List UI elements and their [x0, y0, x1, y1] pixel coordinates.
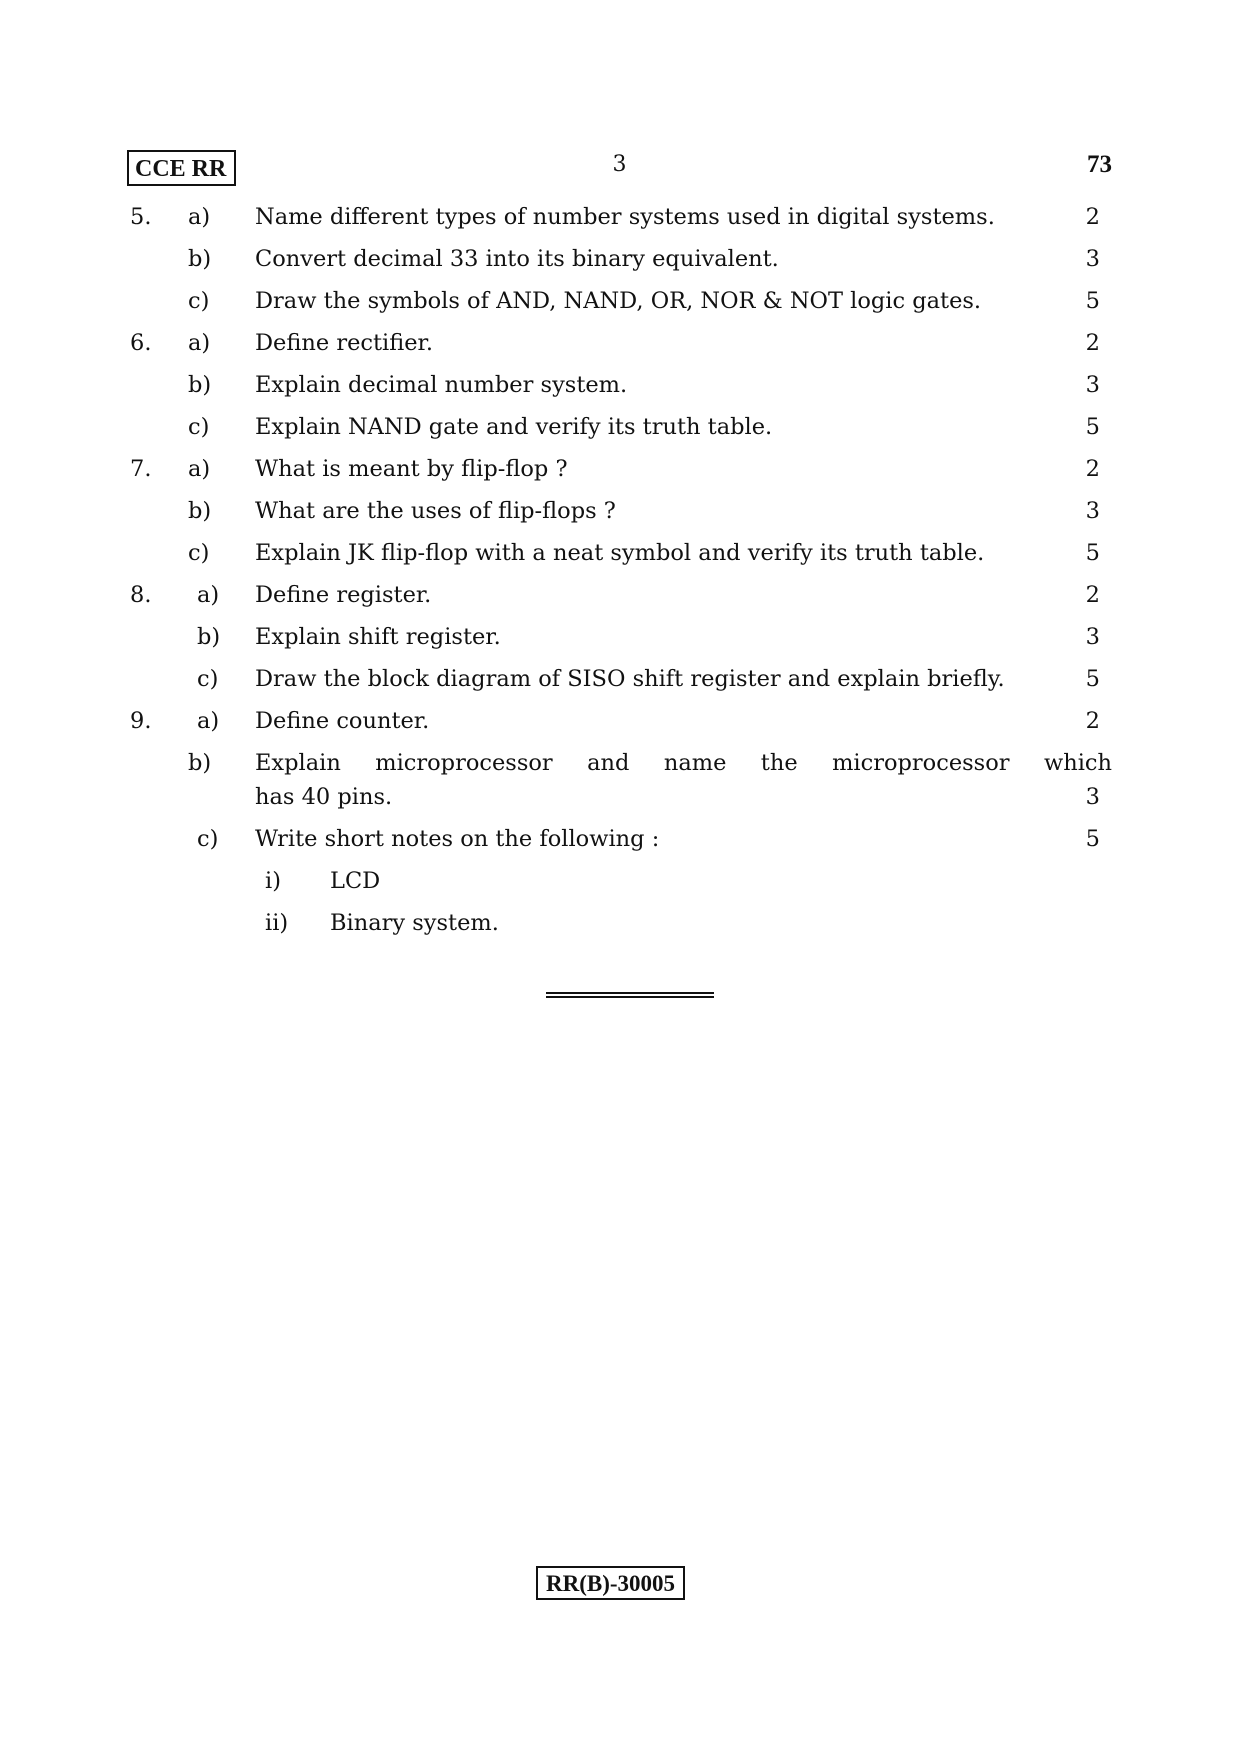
- footer-code-box: RR(B)-30005: [536, 1566, 685, 1600]
- question-row: [130, 196, 1112, 238]
- subpart-row: [130, 860, 1112, 902]
- question-number: 6.: [130, 330, 152, 356]
- question-text: Define counter.: [255, 708, 430, 734]
- question-row: [130, 532, 1112, 574]
- question-number: 5.: [130, 204, 152, 230]
- question-row: [130, 700, 1112, 742]
- marks: 3: [1085, 624, 1100, 650]
- page-number: 3: [612, 152, 627, 177]
- question-text: What are the uses of flip-flops ?: [255, 498, 616, 524]
- question-text: Define register.: [255, 582, 432, 608]
- marks: 5: [1085, 540, 1100, 566]
- marks: 5: [1085, 826, 1100, 852]
- page-header: [127, 150, 1112, 190]
- question-row: [130, 490, 1112, 532]
- paper-code: 73: [1087, 151, 1112, 178]
- part-label: c): [188, 540, 210, 566]
- marks: 3: [1085, 498, 1100, 524]
- course-code-box: CCE RR: [127, 150, 236, 186]
- question-text: Explain NAND gate and verify its truth table.: [255, 414, 773, 440]
- subpart-label: i): [265, 868, 281, 894]
- marks: 5: [1085, 414, 1100, 440]
- marks: 2: [1085, 204, 1100, 230]
- question-text: Explain JK flip-flop with a neat symbol and verify its truth table.: [255, 540, 985, 566]
- question-row: [130, 742, 1112, 818]
- subpart-row: [130, 902, 1112, 944]
- question-row: [130, 658, 1112, 700]
- marks: 5: [1085, 666, 1100, 692]
- part-label: b): [188, 246, 212, 272]
- question-number: 9.: [130, 708, 152, 734]
- subpart-label: ii): [265, 910, 289, 936]
- marks: 2: [1085, 456, 1100, 482]
- question-text: Explain shift register.: [255, 624, 501, 650]
- part-label: c): [197, 666, 219, 692]
- part-label: c): [197, 826, 219, 852]
- marks: 2: [1085, 582, 1100, 608]
- question-row: [130, 364, 1112, 406]
- question-text-line: Explain microprocessor and name the microprocessor which: [255, 750, 1112, 776]
- question-text-line: has 40 pins.: [255, 784, 393, 810]
- question-row: [130, 238, 1112, 280]
- question-text: Draw the symbols of AND, NAND, OR, NOR & NOT logic gates.: [255, 288, 982, 314]
- marks: 3: [1085, 784, 1100, 810]
- part-label: c): [188, 288, 210, 314]
- question-text: What is meant by flip-flop ?: [255, 456, 568, 482]
- question-row: [130, 406, 1112, 448]
- question-text: Convert decimal 33 into its binary equivalent.: [255, 246, 779, 272]
- question-text: [255, 742, 1112, 814]
- end-rule: [546, 992, 714, 998]
- marks: 5: [1085, 288, 1100, 314]
- question-text: Define rectifier.: [255, 330, 433, 356]
- part-label: b): [188, 498, 212, 524]
- part-label: a): [188, 204, 211, 230]
- question-row: [130, 574, 1112, 616]
- marks: 2: [1085, 330, 1100, 356]
- part-label: b): [188, 750, 212, 776]
- question-row: [130, 448, 1112, 490]
- question-list: [130, 196, 1112, 944]
- part-label: a): [197, 708, 220, 734]
- question-text: Name different types of number systems used in digital systems.: [255, 204, 995, 230]
- question-row: [130, 616, 1112, 658]
- question-row: [130, 280, 1112, 322]
- question-row: [130, 322, 1112, 364]
- part-label: b): [197, 624, 221, 650]
- question-text: Draw the block diagram of SISO shift register and explain briefly.: [255, 666, 1005, 692]
- question-number: 8.: [130, 582, 152, 608]
- marks: 3: [1085, 246, 1100, 272]
- subpart-text: Binary system.: [330, 910, 499, 936]
- marks: 2: [1085, 708, 1100, 734]
- part-label: a): [188, 456, 211, 482]
- question-row: [130, 818, 1112, 860]
- marks: 3: [1085, 372, 1100, 398]
- part-label: b): [188, 372, 212, 398]
- question-number: 7.: [130, 456, 152, 482]
- part-label: a): [197, 582, 220, 608]
- subpart-text: LCD: [330, 868, 381, 894]
- part-label: c): [188, 414, 210, 440]
- question-text: Write short notes on the following :: [255, 826, 660, 852]
- part-label: a): [188, 330, 211, 356]
- question-text: Explain decimal number system.: [255, 372, 628, 398]
